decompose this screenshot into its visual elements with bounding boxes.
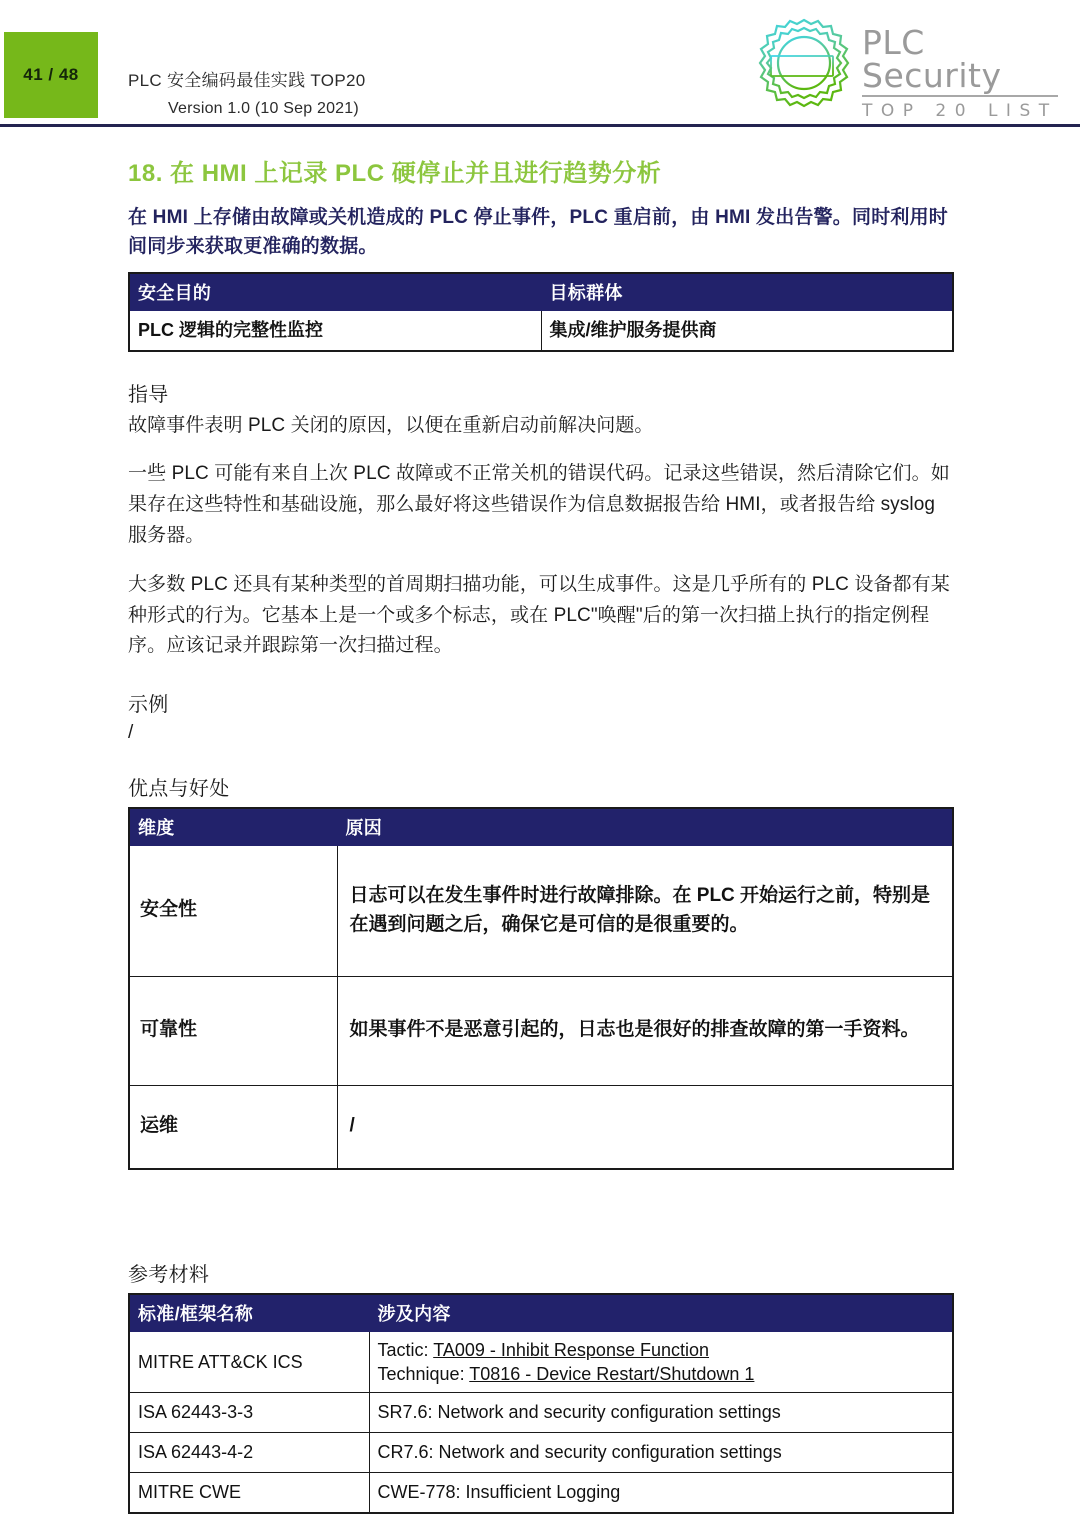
reference-technique-label: Technique: xyxy=(377,1364,470,1385)
example-heading: 示例 xyxy=(128,694,169,717)
document-title: PLC 安全编码最佳实践 TOP20 xyxy=(128,71,366,90)
references-cell-content: SR7.6: Network and security configuration settings xyxy=(369,1393,953,1433)
table-row xyxy=(129,845,953,976)
references-cell-content: CR7.6: Network and security configuration settings xyxy=(369,1433,953,1473)
guidance-paragraph-2: 一些 PLC 可能有来自上次 PLC 故障或不正常关机的错误代码。记录这些错误，然后清除它们。如果存在这些特性和基础设施，那么最好将这些错误作为信息数据报告给 HMI，或者报告给 syslog 服务器。 xyxy=(128,463,950,546)
brand-divider xyxy=(862,95,1058,97)
document-content xyxy=(128,160,952,1514)
references-cell-content: CWE-778: Insufficient Logging xyxy=(369,1473,953,1514)
advantages-header-reason: 原因 xyxy=(337,808,953,846)
objective-cell-audience: 集成/维护服务提供商 xyxy=(541,310,953,351)
example-value: / xyxy=(128,722,134,744)
references-cell-standard: ISA 62443-4-2 xyxy=(129,1433,369,1473)
table-row xyxy=(129,1331,953,1393)
guidance-paragraph-1: 故障事件表明 PLC 关闭的原因，以便在重新启动前解决问题。 xyxy=(128,414,654,436)
section-intro-paragraph: 在 HMI 上存储由故障或关机造成的 PLC 停止事件，PLC 重启前，由 HMI 发出告警。同时利用时间同步来获取更准确的数据。 xyxy=(128,206,949,258)
brand-tagline: TOP 20 LIST xyxy=(862,101,1058,121)
references-cell-standard: ISA 62443-3-3 xyxy=(129,1393,369,1433)
page-header xyxy=(0,0,1080,130)
guidance-heading: 指导 xyxy=(128,383,169,406)
header-divider-rule xyxy=(0,124,1080,127)
table-row xyxy=(129,976,953,1085)
references-cell-standard: MITRE CWE xyxy=(129,1473,369,1514)
table-header-row xyxy=(129,273,953,311)
objective-table xyxy=(128,272,954,352)
references-table xyxy=(128,1293,954,1514)
page-number-text: 41 / 48 xyxy=(23,65,79,84)
section-title: 18. 在 HMI 上记录 PLC 硬停止并且进行趋势分析 xyxy=(128,160,662,187)
advantages-cell-dimension: 安全性 xyxy=(129,845,337,976)
table-row xyxy=(129,310,953,351)
reference-tactic-label: Tactic: xyxy=(377,1339,434,1360)
references-heading: 参考材料 xyxy=(128,1263,210,1286)
references-cell-standard: MITRE ATT&CK ICS xyxy=(129,1331,369,1393)
brand-logo-text xyxy=(862,23,1062,121)
references-cell-content xyxy=(369,1331,953,1393)
brand-name: PLC Security xyxy=(862,23,1002,95)
advantages-cell-dimension: 运维 xyxy=(129,1085,337,1169)
header-title-block xyxy=(128,72,365,117)
reference-technique-link[interactable]: T0816 - Device Restart/Shutdown 1 xyxy=(469,1364,755,1385)
references-header-content: 涉及内容 xyxy=(369,1294,953,1332)
page-number-badge xyxy=(4,32,98,118)
references-header-standard: 标准/框架名称 xyxy=(129,1294,369,1332)
advantages-heading: 优点与好处 xyxy=(128,777,230,800)
objective-header-purpose: 安全目的 xyxy=(129,273,541,311)
reference-tactic-line xyxy=(378,1338,945,1362)
table-row xyxy=(129,1433,953,1473)
advantages-cell-reason: 日志可以在发生事件时进行故障排除。在 PLC 开始运行之前，特别是在遇到问题之后，确保它是可信的是很重要的。 xyxy=(337,845,953,976)
advantages-cell-reason: 如果事件不是恶意引起的，日志也是很好的排查故障的第一手资料。 xyxy=(337,976,953,1085)
table-row xyxy=(129,1393,953,1433)
advantages-table xyxy=(128,807,954,1170)
table-row xyxy=(129,1473,953,1514)
objective-header-audience: 目标群体 xyxy=(541,273,953,311)
objective-cell-purpose: PLC 逻辑的完整性监控 xyxy=(129,310,541,351)
brand-logo xyxy=(746,12,1066,121)
table-row xyxy=(129,1085,953,1169)
guidance-paragraph-3: 大多数 PLC 还具有某种类型的首周期扫描功能，可以生成事件。这是几乎所有的 PLC 设备都有某种形式的行为。它基本上是一个或多个标志，或在 PLC"唤醒"后的第一次扫描上执行的指定例程序。应该记录并跟踪第一次扫描过程。 xyxy=(128,573,950,657)
advantages-cell-dimension: 可靠性 xyxy=(129,976,337,1085)
reference-tactic-link[interactable]: TA009 - Inhibit Response Function xyxy=(433,1339,710,1360)
document-version: Version 1.0 (10 Sep 2021) xyxy=(168,100,359,117)
advantages-header-dimension: 维度 xyxy=(129,808,337,846)
table-header-row xyxy=(129,1294,953,1332)
table-header-row xyxy=(129,808,953,846)
advantages-cell-reason: / xyxy=(337,1085,953,1169)
content-spacer xyxy=(128,1170,952,1232)
gear-logo-icon xyxy=(754,16,854,110)
